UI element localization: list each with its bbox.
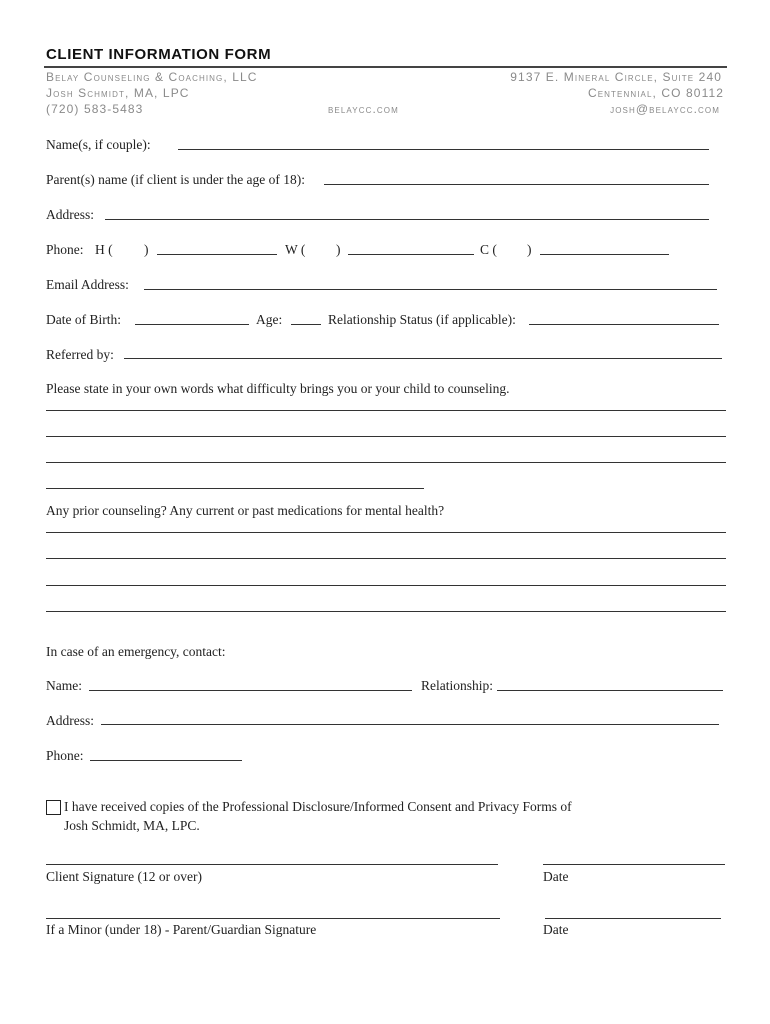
guardian-date-line[interactable] [545, 918, 721, 919]
emergency-relationship-label: Relationship: [421, 678, 493, 693]
difficulty-answer-line[interactable] [46, 436, 726, 437]
difficulty-answer-line[interactable] [46, 462, 726, 463]
phone-label: Phone: [46, 242, 84, 257]
header-rule [44, 66, 727, 68]
guardian-date-label: Date [543, 922, 569, 937]
client-signature-label: Client Signature (12 or over) [46, 869, 202, 884]
address-field-line[interactable] [105, 219, 709, 220]
difficulty-question: Please state in your own words what difficulty brings you or your child to counseling. [46, 381, 510, 396]
client-signature-line[interactable] [46, 864, 498, 865]
relationship-status-line[interactable] [529, 324, 719, 325]
phone-cell-line[interactable] [540, 254, 669, 255]
phone-home-label: H ( [95, 242, 113, 257]
consent-checkbox[interactable] [46, 800, 61, 815]
consent-text-line2: Josh Schmidt, MA, LPC. [64, 818, 200, 833]
emergency-relationship-line[interactable] [497, 690, 723, 691]
emergency-name-line[interactable] [89, 690, 412, 691]
street-address: 9137 E. Mineral Circle, Suite 240 [510, 70, 722, 84]
company-website: belaycc.com [328, 102, 399, 116]
phone-work-label: W ( [285, 242, 306, 257]
guardian-signature-label: If a Minor (under 18) - Parent/Guardian Signature [46, 922, 317, 937]
email-label: Email Address: [46, 277, 129, 292]
emergency-name-label: Name: [46, 678, 82, 693]
phone-work-line[interactable] [348, 254, 474, 255]
company-email: josh@belaycc.com [610, 102, 720, 116]
prior-counseling-question: Any prior counseling? Any current or past medications for mental health? [46, 503, 445, 518]
emergency-address-line[interactable] [101, 724, 719, 725]
emergency-phone-line[interactable] [90, 760, 242, 761]
consent-text-line1: I have received copies of the Professional Disclosure/Informed Consent and Privacy Forms of [64, 799, 572, 814]
names-label: Name(s, if couple): [46, 137, 151, 152]
phone-cell-paren: ) [527, 242, 532, 257]
referred-field-line[interactable] [124, 358, 722, 359]
difficulty-answer-line[interactable] [46, 488, 424, 489]
phone-cell-label: C ( [480, 242, 497, 257]
age-field-line[interactable] [291, 324, 321, 325]
client-date-line[interactable] [543, 864, 725, 865]
city-address: Centennial, CO 80112 [587, 86, 724, 100]
dob-label: Date of Birth: [46, 312, 121, 327]
prior-answer-line[interactable] [46, 611, 726, 612]
prior-answer-line[interactable] [46, 558, 726, 559]
guardian-signature-line[interactable] [46, 918, 500, 919]
parents-label: Parent(s) name (if client is under the age of 18): [46, 172, 306, 187]
prior-answer-line[interactable] [46, 532, 726, 533]
client-date-label: Date [543, 869, 569, 884]
parents-field-line[interactable] [324, 184, 709, 185]
phone-work-paren: ) [336, 242, 341, 257]
address-label: Address: [46, 207, 94, 222]
names-field-line[interactable] [178, 149, 709, 150]
age-label: Age: [256, 312, 283, 327]
difficulty-answer-line[interactable] [46, 410, 726, 411]
phone-home-paren: ) [144, 242, 149, 257]
emergency-address-label: Address: [46, 713, 94, 728]
dob-field-line[interactable] [135, 324, 249, 325]
form-title: CLIENT INFORMATION FORM [46, 46, 272, 63]
referred-label: Referred by: [46, 347, 114, 362]
email-field-line[interactable] [144, 289, 717, 290]
company-phone: (720) 583-5483 [46, 102, 144, 116]
company-name: Belay Counseling & Coaching, LLC [46, 70, 258, 84]
phone-home-line[interactable] [157, 254, 277, 255]
emergency-phone-label: Phone: [46, 748, 84, 763]
relationship-status-label: Relationship Status (if applicable): [328, 312, 516, 327]
prior-answer-line[interactable] [46, 585, 726, 586]
counselor-name: Josh Schmidt, MA, LPC [46, 86, 190, 100]
emergency-heading: In case of an emergency, contact: [46, 644, 226, 659]
